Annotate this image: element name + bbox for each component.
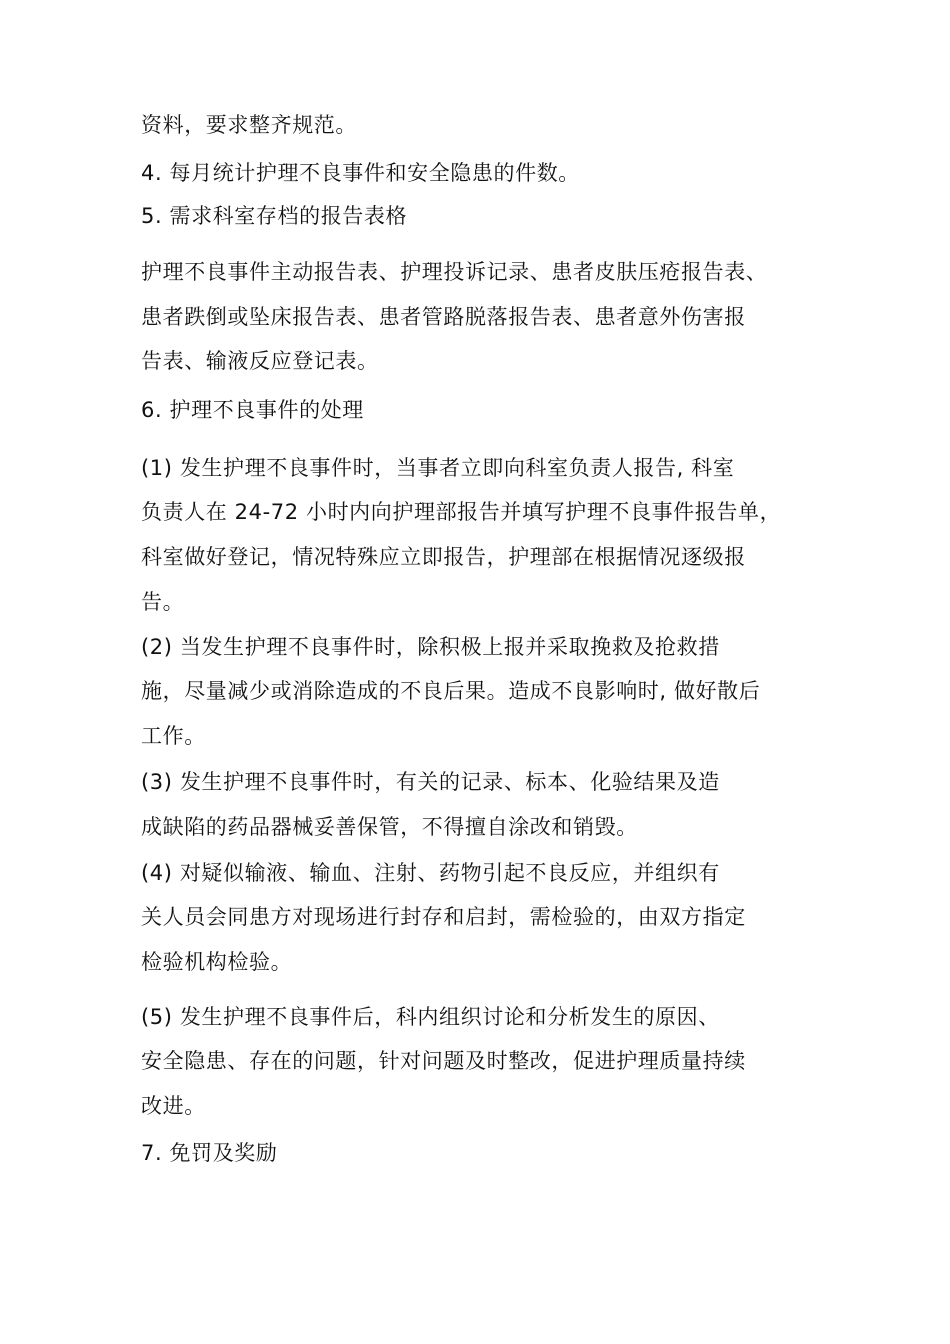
list-item-6-heading: 6. 护理不良事件的处理 — [141, 398, 364, 422]
text-line: 告。 — [141, 590, 185, 614]
text-line: 科室做好登记，情况特殊应立即报告，护理部在根据情况逐级报 — [141, 545, 746, 569]
text-line: 患者跌倒或坠床报告表、患者管路脱落报告表、患者意外伤害报 — [141, 305, 746, 329]
text-line: 护理不良事件主动报告表、护理投诉记录、患者皮肤压疮报告表、 — [141, 260, 768, 284]
sub-item-3: (3) 发生护理不良事件时，有关的记录、标本、化验结果及造 — [141, 770, 720, 794]
list-item-4: 4. 每月统计护理不良事件和安全隐患的件数。 — [141, 161, 580, 185]
text-line: 安全隐患、存在的问题，针对问题及时整改，促进护理质量持续 — [141, 1049, 746, 1073]
text-line: 告表、输液反应登记表。 — [141, 349, 379, 373]
list-item-5-heading: 5. 需求科室存档的报告表格 — [141, 204, 408, 228]
sub-item-4: (4) 对疑似输液、输血、注射、药物引起不良反应，并组织有 — [141, 861, 720, 885]
text-line: 工作。 — [141, 724, 206, 748]
sub-item-2: (2) 当发生护理不良事件时，除积极上报并采取挽救及抢救措 — [141, 635, 720, 659]
sub-item-1: (1) 发生护理不良事件时，当事者立即向科室负责人报告, 科室 — [141, 456, 735, 480]
text-line: 检验机构检验。 — [141, 950, 293, 974]
text-line: 关人员会同患方对现场进行封存和启封，需检验的，由双方指定 — [141, 905, 746, 929]
text-line: 资料，要求整齐规范。 — [141, 113, 357, 137]
text-line: 改进。 — [141, 1094, 206, 1118]
text-line: 成缺陷的药品器械妥善保管，不得擅自涂改和销毁。 — [141, 815, 638, 839]
text-line: 施，尽量减少或消除造成的不良后果。造成不良影响时, 做好散后 — [141, 679, 761, 703]
text-line: 负责人在 24-72 小时内向护理部报告并填写护理不良事件报告单， — [141, 500, 782, 524]
sub-item-5: (5) 发生护理不良事件后，科内组织讨论和分析发生的原因、 — [141, 1005, 720, 1029]
list-item-7-heading: 7. 免罚及奖励 — [141, 1141, 278, 1165]
